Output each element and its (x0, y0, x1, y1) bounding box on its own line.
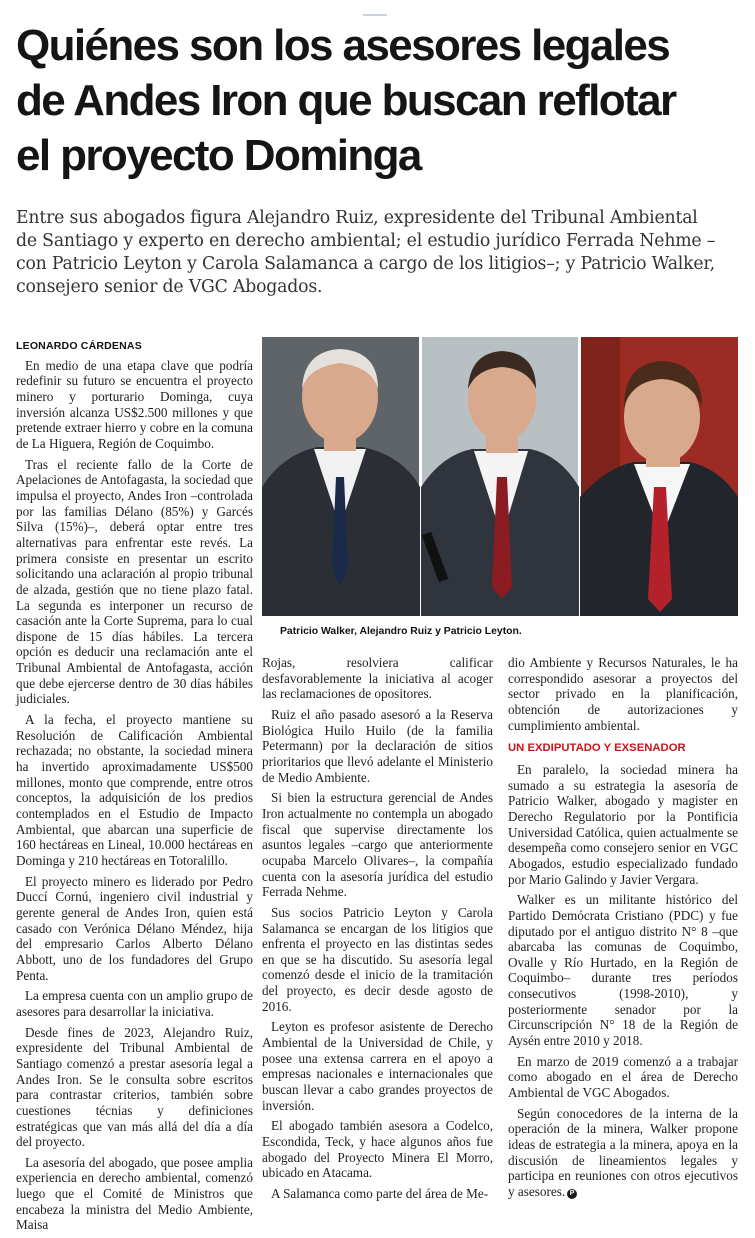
paragraph-last (508, 1106, 738, 1200)
paragraph: Sus socios Patricio Leyton y Carola Salamanca se encargan de los litigios que enfrenta el proyecto en las distintas sedes en que se ha discutido. Su asesoría legal comenzó desde el inicio de la tramitación del proyecto, es decir desde agosto de 2016. (262, 904, 493, 1014)
paragraph: La asesoría del abogado, que posee amplia experiencia en derecho ambiental, comenzó luego que el Comité de Ministros que encabeza la ministra del Medio Ambiente, Maisa (16, 1154, 253, 1233)
paragraph: A la fecha, el proyecto mantiene su Resolución de Calificación Ambiental rechazada; no obstante, la sociedad minera ha invertido aproximadamente US$500 millones, monto que comprende, entre otros conceptos, la adquisición de los predios contemplados en el Estudio de Impacto Ambiental, que abarcan una superficie de 160 hectáreas en Lineal, 10.000 hectáreas en Dominga y 210 hectáreas en Totoralillo. (16, 712, 253, 868)
paragraph: Tras el reciente fallo de la Corte de Apelaciones de Antofagasta, la sociedad que impulsa el proyecto, Andes Iron –controlada por las familias Délano (85%) y Garcés Silva (15%)–, deberá optar entre tres alternativas para enfrentar este revés. La primera consiste en presentar un escrito solicitando una aclaración al propio tribunal de alzada, gestión que no tiene plazo fatal. La segunda es interponer un recurso de casación ante la Corte Suprema, para lo cual dispone de 15 días hábiles. La tercera opción es deducir una reclamación ante el Tribunal Ambiental de Antofagasta, acción que debe ejercerse dentro de 30 días hábiles judiciales. (16, 456, 253, 707)
headline-line: de Andes Iron que buscan reflotar (16, 76, 676, 125)
paragraph: Rojas, resolviera calificar desfavorablemente la iniciativa al acoger las reclamaciones de opositores. (262, 655, 493, 702)
last-paragraph-text: Según conocedores de la interna de la operación de la minera, Walker propone ideas de estrategia a la minera, apoya en la discusión de lineamientos legales y participa en reuniones con otros ejecutivos y asesores. (508, 1105, 738, 1199)
paragraph: Ruiz el año pasado asesoró a la Reserva Biológica Huilo Huilo (de la familia Petermann) por la declaración de sitios prioritarios que llevó adelante el Ministerio de Medio Ambiente. (262, 706, 493, 785)
paragraph: En medio de una etapa clave que podría redefinir su futuro se encuentra el proyecto minero y porturario Dominga, cuya inversión alcanza US$2.500 millones y que pretende extraer hierro y cobre en la comuna de La Higuera, Región de Coquimbo. (16, 357, 253, 451)
paragraph: Si bien la estructura gerencial de Andes Iron actualmente no contempla un abogado fiscal que supervise directamente los asuntos legales –cargo que anteriormente ocupaba Marcelo Olivares–, la compañía cuenta con la asesoría jurídica del estudio Ferrada Nehme. (262, 790, 493, 900)
lead-paragraph (16, 207, 746, 299)
paragraph: dio Ambiente y Recursos Naturales, le ha correspondido asesorar a proyectos del sector privado en la planificación, obtención de autorizaciones y cumplimiento ambiental. (508, 655, 738, 733)
photo-caption: Patricio Walker, Alejandro Ruiz y Patricio Leyton. (280, 626, 522, 637)
article-column-2 (262, 655, 493, 1207)
headline-line: Quiénes son los asesores legales (16, 21, 670, 70)
paragraph: Desde fines de 2023, Alejandro Ruiz, expresidente del Tribunal Ambiental de Santiago comenzó a prestar asesoría legal a Andes Iron. Se le consulta sobre escritos para contrastar criterios, también sobre cuestiones técnias y definiciones estratégicas que van más allá del día a día del proyecto. (16, 1024, 253, 1150)
byline: LEONARDO CÁRDENAS (16, 340, 142, 352)
paragraph: El abogado también asesora a Codelco, Escondida, Teck, y hace algunos años fue abogado del Proyecto Minera El Morro, ubicado en Atacama. (262, 1118, 493, 1181)
lead-line: de Santiago y experto en derecho ambiental; el estudio jurídico Ferrada Nehme – (16, 231, 716, 251)
lead-line: Entre sus abogados figura Alejandro Ruiz, expresidente del Tribunal Ambiental (16, 208, 698, 228)
section-subhead: UN EXDIPUTADO Y EXSENADOR (508, 742, 686, 755)
article-column-1 (16, 339, 253, 1238)
article-column-3 (508, 655, 738, 1205)
headline (16, 18, 746, 183)
top-divider (363, 14, 387, 16)
end-mark-icon: P (567, 1189, 577, 1199)
paragraph: A Salamanca como parte del área de Me- (271, 1186, 489, 1201)
headline-line: el proyecto Dominga (16, 131, 421, 180)
lead-line: con Patricio Leyton y Carola Salamanca a cargo de los litigios–; y Patricio Walker, (16, 254, 715, 274)
paragraph: La empresa cuenta con un amplio grupo de asesores para desarrollar la iniciativa. (16, 988, 253, 1019)
lead-line: consejero senior de VGC Abogados. (16, 277, 323, 297)
paragraph: El proyecto minero es liderado por Pedro Duccí Cornú, ingeniero civil industrial y gerente general de Andes Iron, quien está casado con Verónica Délano Méndez, hija del empresario Carlos Alberto Délano Abbott, uno de los fundadores del Grupo Penta. (16, 873, 253, 983)
paragraph: Walker es un militante histórico del Partido Demócrata Cristiano (PDC) y fue diputado por el antiguo distrito N° 8 –que abarcaba las comunas de Coquimbo, Ovalle y Río Hurtado, en la Región de Coquimbo– durante tres períodos consecutivos (1998-2010), y posteriormente senador por la Circunscripción N° 18 de la Región de Aysén entre 2010 y 2018. (508, 892, 738, 1049)
paragraph: Leyton es profesor asistente de Derecho Ambiental de la Universidad de Chile, y posee una extensa carrera en el apoyo a empresas nacionales e internacionales que buscan llevar a cabo grandes proyectos de inversión. (262, 1019, 493, 1113)
article-photo (262, 337, 738, 616)
paragraph: En marzo de 2019 comenzó a a trabajar como abogado en el área de Derecho Ambiental de VGC Abogados. (508, 1053, 738, 1101)
paragraph: En paralelo, la sociedad minera ha sumado a su estrategia la asesoría de Patricio Walker, abogado y magister en Derecho Regulatorio por la Pontificia Universidad Católica, quien actualmente se desempeña como consejero senior en VGC Abogados, estudio especializado fundado por Mario Galindo y Javier Vergara. (508, 761, 738, 887)
portraits-illustration (262, 337, 738, 616)
